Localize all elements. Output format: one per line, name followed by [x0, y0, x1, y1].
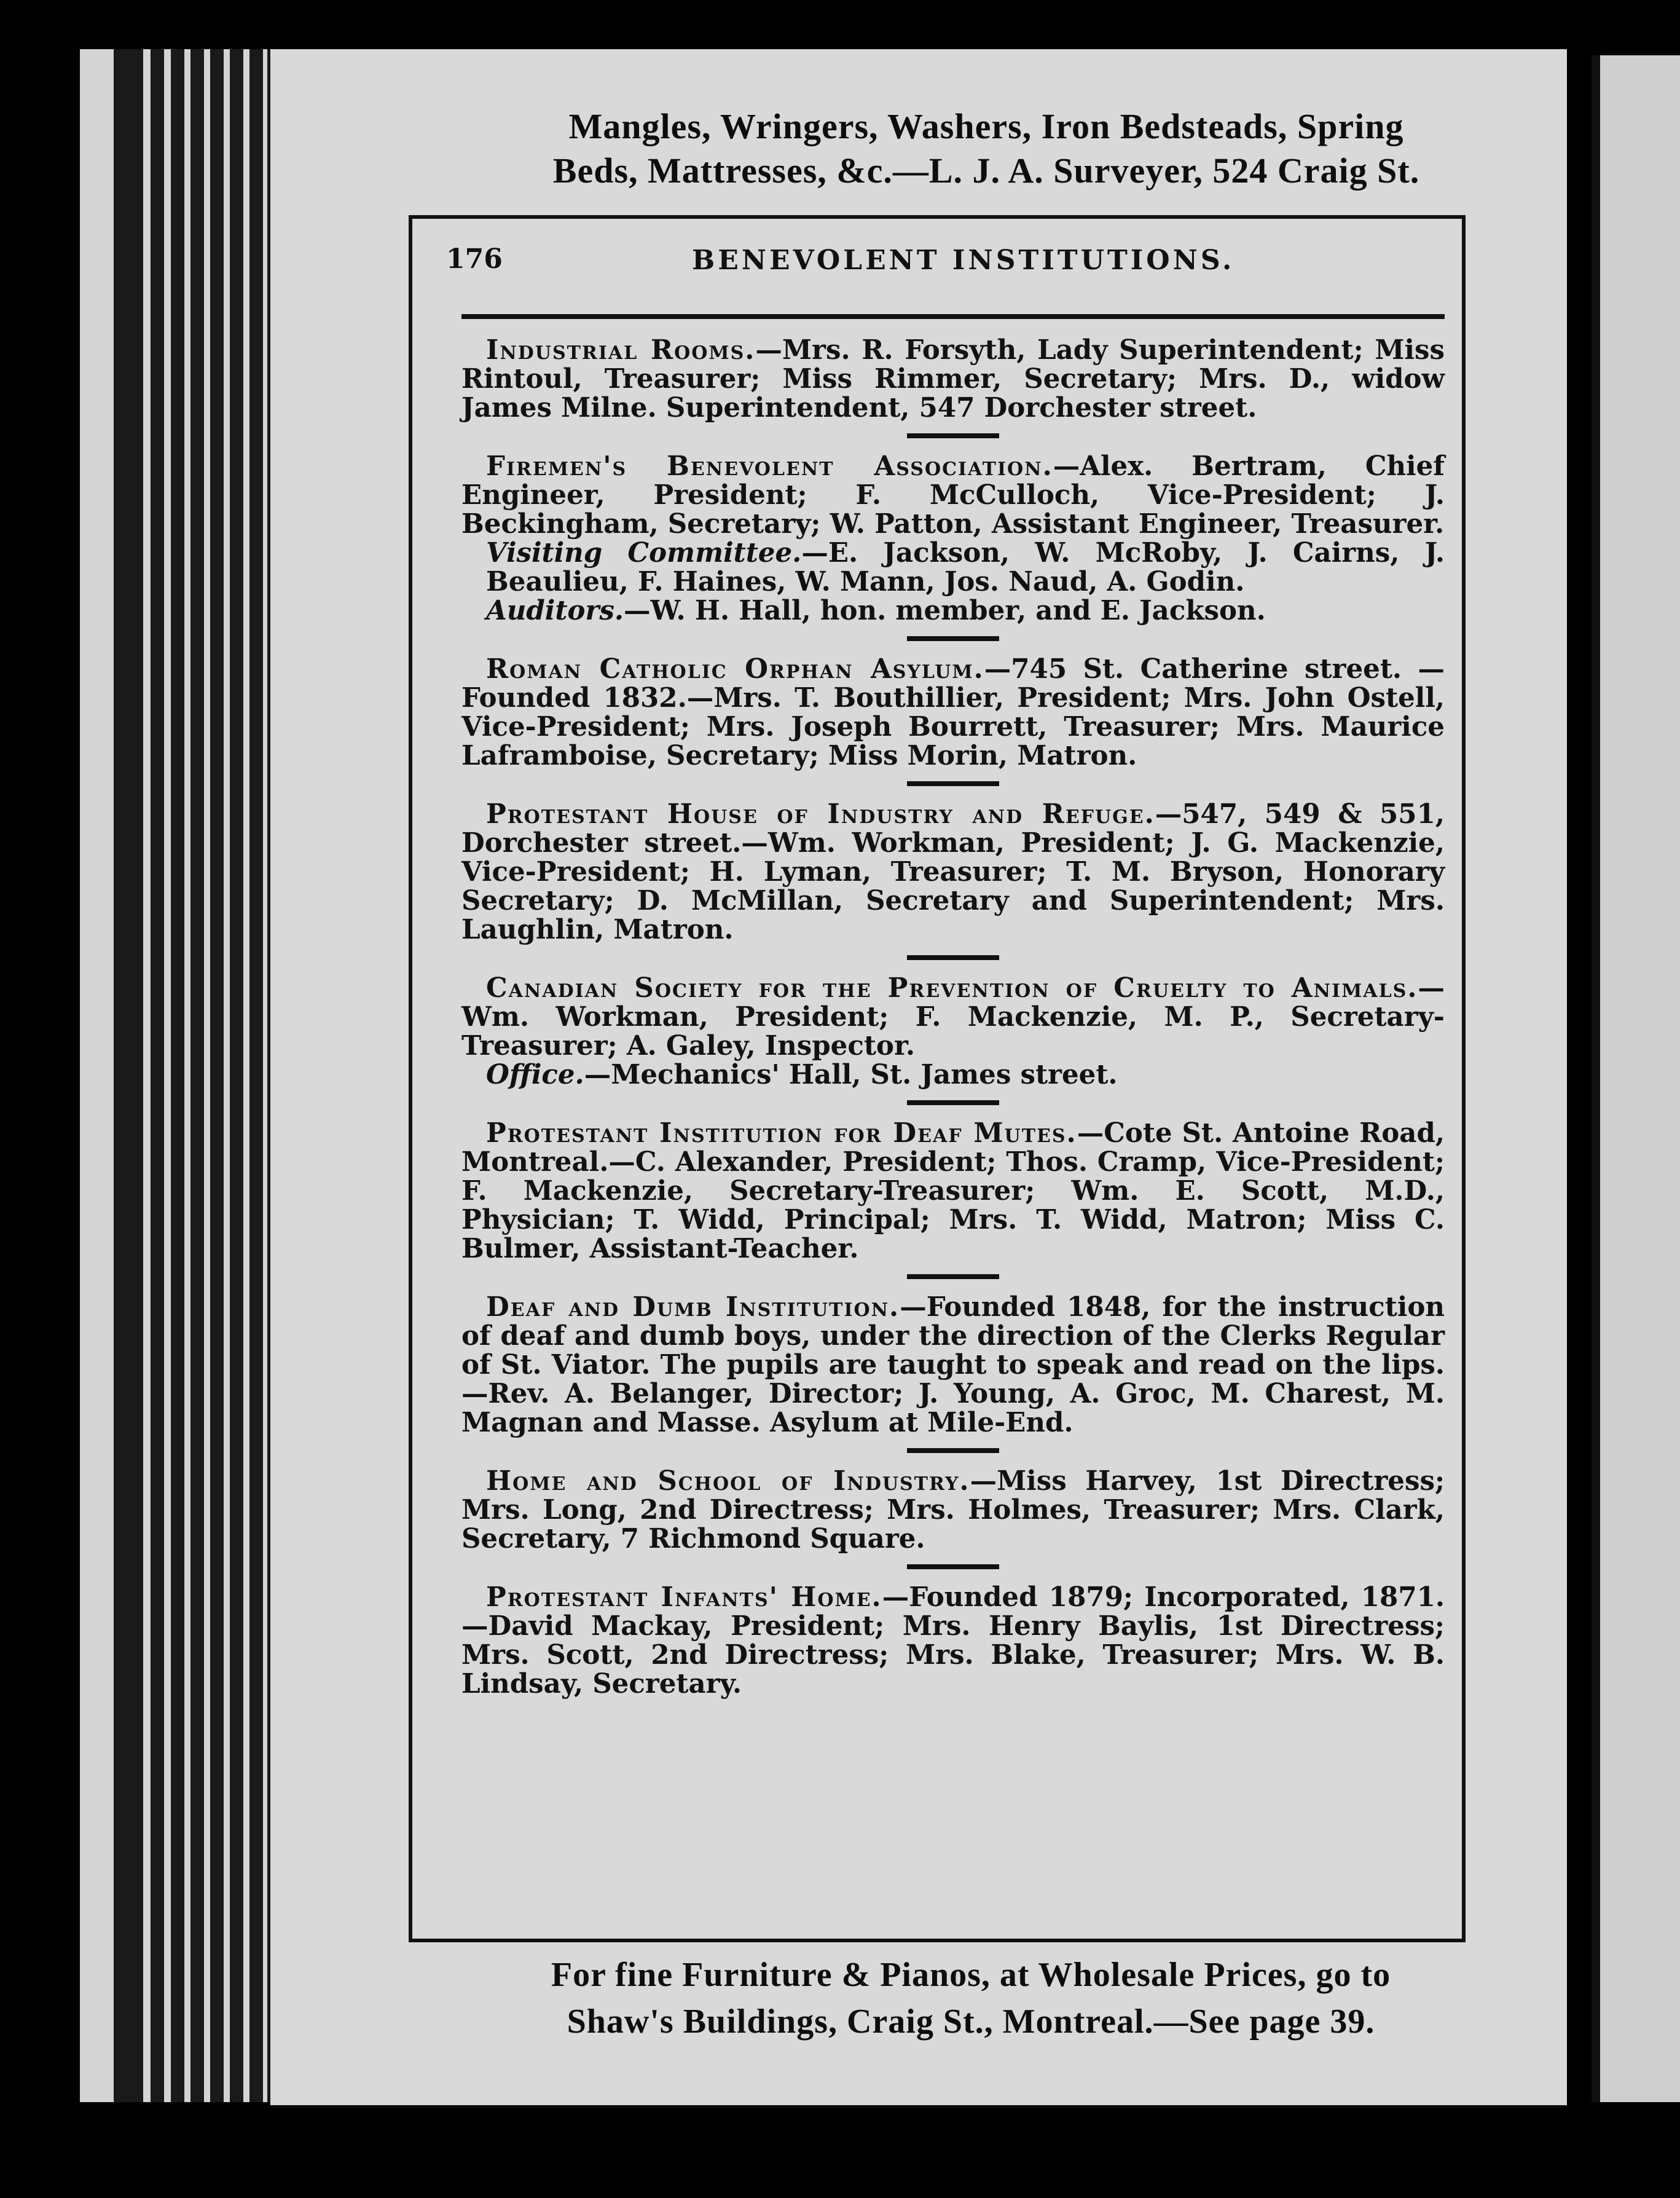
sub-text: —Mechanics' Hall, St. James street. [584, 1059, 1118, 1090]
entry-name: Industrial Rooms. [486, 334, 756, 366]
page-title: BENEVOLENT INSTITUTIONS. [692, 245, 1235, 276]
top-ad-line-1: Mangles, Wringers, Washers, Iron Bedsteads, Spring [568, 106, 1404, 146]
entry-prevention-of-cruelty [461, 974, 1445, 1060]
entry-firemens-benevolent [461, 452, 1445, 538]
entry-sub-auditors [461, 596, 1445, 625]
header-rule [461, 314, 1445, 319]
page-frame [409, 215, 1466, 1942]
entry-name: Home and School of Industry. [486, 1465, 970, 1497]
entry-name: Protestant Institution for Deaf Mutes. [486, 1117, 1077, 1149]
entry-text: —Mrs. R. Forsyth, Lady Superintendent; Miss Rintoul, Treasurer; Miss Rimmer, Secretary; Mrs. D., widow James Milne. Superintendent, 547 Dorchester street. [461, 334, 1445, 423]
section-divider [907, 636, 999, 641]
entry-name: Roman Catholic Orphan Asylum. [486, 653, 984, 685]
entries-list [461, 336, 1445, 1698]
entry-name: Protestant House of Industry and Refuge. [486, 798, 1155, 830]
entry-text: —Miss Harvey, 1st Directress; Mrs. Long, 2nd Directress; Mrs. Holmes, Treasurer; Mrs. Clark, Secretary, 7 Richmond Square. [461, 1465, 1445, 1554]
sub-text: —W. H. Hall, hon. member, and E. Jackson. [623, 595, 1266, 626]
bottom-advertisement [393, 1952, 1549, 2045]
entry-infants-home [461, 1583, 1445, 1698]
book-binding-edge [80, 49, 283, 2102]
sub-label: Visiting Committee. [486, 537, 802, 569]
entry-text: —547, 549 & 551, Dorchester street.—Wm. Workman, President; J. G. Mackenzie, Vice-President; H. Lyman, Treasurer; T. M. Bryson, Honorary Secretary; D. McMillan, Secretary and Superintendent; Mrs. Laughlin, Matron. [461, 798, 1445, 945]
entry-text: —Founded 1879; Incorporated, 1871.—David Mackay, President; Mrs. Henry Baylis, 1st Directress; Mrs. Scott, 2nd Directress; Mrs. Blake, Treasurer; Mrs. W. B. Lindsay, Secretary. [461, 1582, 1445, 1700]
sub-label: Office. [486, 1059, 584, 1090]
sub-text: —E. Jackson, W. McRoby, J. Cairns, J. Beaulieu, F. Haines, W. Mann, Jos. Naud, A. Godin. [486, 537, 1445, 597]
scanned-page [270, 49, 1567, 2105]
section-divider [907, 781, 999, 786]
bottom-ad-line-1: For fine Furniture & Pianos, at Wholesale Prices, go to [551, 1956, 1391, 1994]
section-divider [907, 1274, 999, 1279]
facing-page-edge [1592, 55, 1680, 2102]
entry-text: —745 St. Catherine street. —Founded 1832.—Mrs. T. Bouthillier, President; Mrs. John Ostell, Vice-President; Mrs. Joseph Bourrett, Treasurer; Mrs. Maurice Laframboise, Secretary; Miss Morin, Matron. [461, 653, 1445, 771]
entry-deaf-and-dumb [461, 1293, 1445, 1437]
entry-text: —Wm. Workman, President; F. Mackenzie, M. P., Secretary-Treasurer; A. Galey, Inspector. [461, 972, 1445, 1062]
entry-sub-office [461, 1060, 1445, 1089]
entry-name: Canadian Society for the Prevention of Cruelty to Animals. [486, 972, 1418, 1004]
section-divider [907, 1100, 999, 1105]
entry-deaf-mutes [461, 1119, 1445, 1263]
entry-protestant-house-of-industry [461, 800, 1445, 944]
top-ad-line-2: Beds, Mattresses, &c.—L. J. A. Surveyer, 524 Craig St. [552, 151, 1420, 191]
entry-sub-visiting-committee [461, 538, 1445, 596]
page-number: 176 [446, 243, 503, 275]
entry-industrial-rooms [461, 336, 1445, 422]
entry-name: Firemen's Benevolent Association. [486, 451, 1053, 482]
bottom-ad-line-2: Shaw's Buildings, Craig St., Montreal.—See page 39. [567, 2003, 1375, 2041]
entry-name: Protestant Infants' Home. [486, 1582, 882, 1613]
section-divider [907, 955, 999, 960]
section-divider [907, 1564, 999, 1569]
page-header [434, 243, 1448, 286]
entry-home-and-school [461, 1467, 1445, 1553]
entry-text: —Alex. Bertram, Chief Engineer, President; F. McCulloch, Vice-President; J. Beckingham, Secretary; W. Patton, Assistant Engineer, Treasurer. [461, 451, 1445, 540]
sub-label: Auditors. [486, 595, 624, 626]
entry-text: —Cote St. Antoine Road, Montreal.—C. Alexander, President; Thos. Cramp, Vice-President; F. Mackenzie, Secretary-Treasurer; Wm. E. Scott, M.D., Physician; T. Widd, Principal; Mrs. T. Widd, Matron; Miss C. Bulmer, Assistant-Teacher. [461, 1117, 1445, 1264]
top-advertisement [424, 104, 1549, 193]
section-divider [907, 433, 999, 438]
entry-text: —Founded 1848, for the instruction of deaf and dumb boys, under the direction of the Clerks Regular of St. Viator. The pupils are taught to speak and read on the lips.—Rev. A. Belanger, Director; J. Young, A. Groc, M. Charest, M. Magnan and Masse. Asylum at Mile-End. [461, 1291, 1445, 1438]
section-divider [907, 1448, 999, 1453]
entry-name: Deaf and Dumb Institution. [486, 1291, 900, 1323]
entry-roman-catholic-orphan [461, 655, 1445, 770]
